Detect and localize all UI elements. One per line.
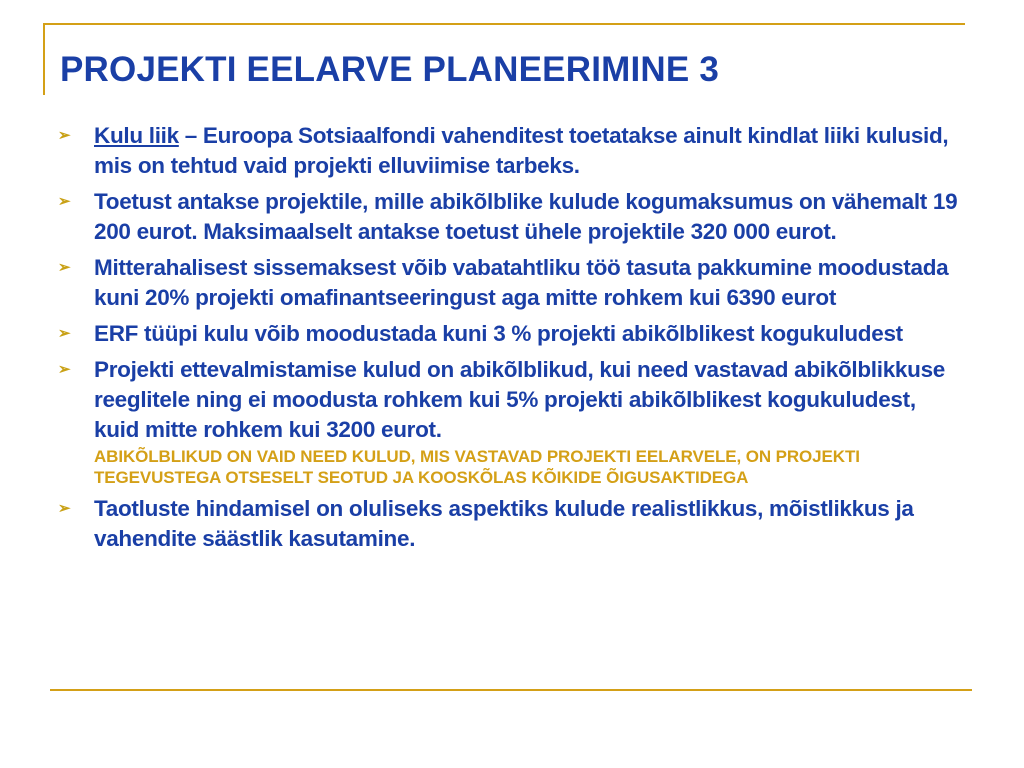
left-divider-line (43, 23, 45, 95)
bullet-text: ERF tüüpi kulu võib moodustada kuni 3 % projekti abikõlblikest kogukuludest (94, 321, 903, 346)
top-divider-line (43, 23, 965, 25)
cost-type-term: Kulu liik (94, 123, 179, 148)
arrow-bullet-icon: ➢ (58, 193, 71, 210)
bullet-item-cost-type (56, 121, 966, 181)
bullet-item-evaluation (56, 494, 966, 554)
slide-title: PROJEKTI EELARVE PLANEERIMINE 3 (60, 50, 720, 89)
bullet-item-in-kind-contribution (56, 253, 966, 313)
bullet-item-support-amount (56, 187, 966, 247)
bullet-text: – Euroopa Sotsiaalfondi vahenditest toetatakse ainult kindlat liiki kulusid, mis on tehtud vaid projekti elluviimise tarbeks. (94, 123, 949, 178)
bullet-list (56, 121, 966, 560)
bullet-item-erf-cost (56, 319, 966, 349)
bullet-text: Projekti ettevalmistamise kulud on abikõlblikud, kui need vastavad abikõlblikkuse reeglitele ning ei moodusta rohkem kui 5% projekti abikõlblikest kogukuludest, kuid mitte rohkem kui 3200 eurot. (94, 357, 945, 442)
arrow-bullet-icon: ➢ (58, 325, 71, 342)
bottom-divider-line (50, 689, 972, 691)
arrow-bullet-icon: ➢ (58, 500, 71, 517)
bullet-item-preparation-costs (56, 355, 966, 488)
eligibility-note: ABIKÕLBLIKUD ON VAID NEED KULUD, MIS VASTAVAD PROJEKTI EELARVELE, ON PROJEKTI TEGEVUSTEGA OTSESELT SEOTUD JA KOOSKÕLAS KÕIKIDE ÕIGUSAKTIDEGA (94, 447, 860, 487)
bullet-text: Mitterahalisest sissemaksest võib vabatahtliku töö tasuta pakkumine moodustada kuni 20% projekti omafinantseeringust aga mitte rohkem kui 6390 eurot (94, 255, 949, 310)
arrow-bullet-icon: ➢ (58, 259, 71, 276)
arrow-bullet-icon: ➢ (58, 361, 71, 378)
bullet-text: Toetust antakse projektile, mille abikõlblike kulude kogumaksumus on vähemalt 19 200 eurot. Maksimaalselt antakse toetust ühele projektile 320 000 eurot. (94, 189, 958, 244)
arrow-bullet-icon: ➢ (58, 127, 71, 144)
bullet-text: Taotluste hindamisel on oluliseks aspektiks kulude realistlikkus, mõistlikkus ja vahendite säästlik kasutamine. (94, 496, 914, 551)
